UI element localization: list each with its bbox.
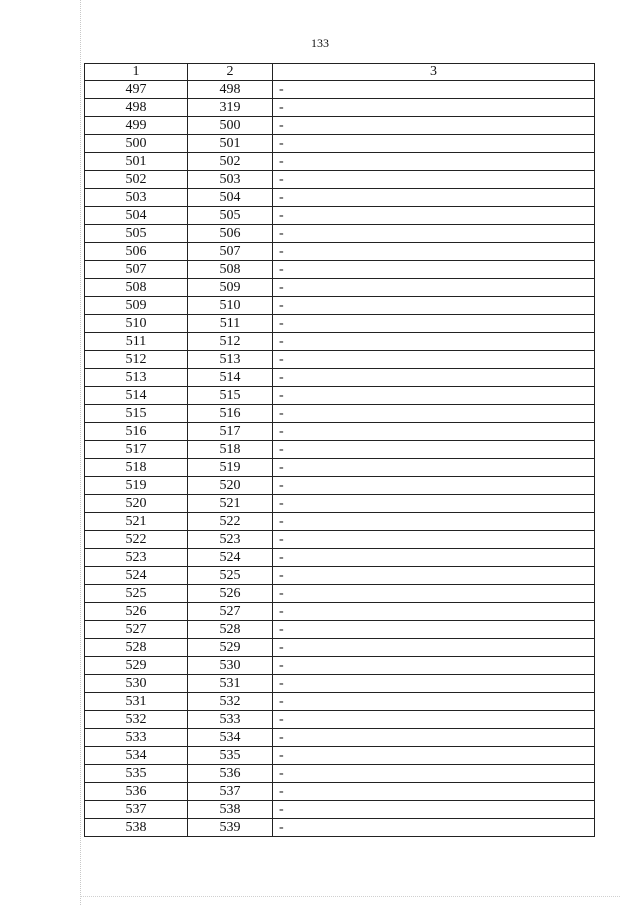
table-row xyxy=(85,297,595,315)
table-row xyxy=(85,135,595,153)
table-header xyxy=(85,64,595,81)
table-row xyxy=(85,675,595,693)
cell-col-3: - xyxy=(273,261,595,279)
cell-col-3: - xyxy=(273,477,595,495)
cell-col-3: - xyxy=(273,459,595,477)
cell-col-1: 537 xyxy=(85,801,188,819)
cell-col-1: 516 xyxy=(85,423,188,441)
cell-col-2: 498 xyxy=(188,81,273,99)
cell-col-2: 509 xyxy=(188,279,273,297)
cell-col-1: 522 xyxy=(85,531,188,549)
cell-col-2: 512 xyxy=(188,333,273,351)
cell-col-3: - xyxy=(273,729,595,747)
cell-col-2: 501 xyxy=(188,135,273,153)
table-row xyxy=(85,729,595,747)
cell-col-3: - xyxy=(273,549,595,567)
scan-margin-line xyxy=(80,0,81,905)
cell-col-3: - xyxy=(273,441,595,459)
table-row xyxy=(85,603,595,621)
cell-col-3: - xyxy=(273,513,595,531)
cell-col-1: 503 xyxy=(85,189,188,207)
cell-col-1: 497 xyxy=(85,81,188,99)
table-row xyxy=(85,315,595,333)
cell-col-3: - xyxy=(273,117,595,135)
cell-col-3: - xyxy=(273,657,595,675)
cell-col-1: 515 xyxy=(85,405,188,423)
table-row xyxy=(85,513,595,531)
cell-col-2: 510 xyxy=(188,297,273,315)
cell-col-1: 510 xyxy=(85,315,188,333)
data-table xyxy=(84,63,595,837)
cell-col-1: 500 xyxy=(85,135,188,153)
cell-col-3: - xyxy=(273,315,595,333)
cell-col-2: 535 xyxy=(188,747,273,765)
cell-col-1: 528 xyxy=(85,639,188,657)
table-row xyxy=(85,567,595,585)
cell-col-1: 538 xyxy=(85,819,188,837)
cell-col-3: - xyxy=(273,621,595,639)
cell-col-3: - xyxy=(273,585,595,603)
table-row xyxy=(85,225,595,243)
table-row xyxy=(85,189,595,207)
cell-col-2: 504 xyxy=(188,189,273,207)
cell-col-3: - xyxy=(273,405,595,423)
table-row xyxy=(85,801,595,819)
table-row xyxy=(85,531,595,549)
table-row xyxy=(85,549,595,567)
table-row xyxy=(85,693,595,711)
cell-col-1: 501 xyxy=(85,153,188,171)
table-row xyxy=(85,477,595,495)
cell-col-1: 533 xyxy=(85,729,188,747)
table-row xyxy=(85,441,595,459)
cell-col-3: - xyxy=(273,99,595,117)
table-row xyxy=(85,747,595,765)
cell-col-3: - xyxy=(273,207,595,225)
cell-col-1: 523 xyxy=(85,549,188,567)
cell-col-2: 515 xyxy=(188,387,273,405)
cell-col-2: 505 xyxy=(188,207,273,225)
cell-col-2: 518 xyxy=(188,441,273,459)
cell-col-2: 531 xyxy=(188,675,273,693)
cell-col-2: 514 xyxy=(188,369,273,387)
cell-col-3: - xyxy=(273,747,595,765)
cell-col-3: - xyxy=(273,351,595,369)
cell-col-2: 530 xyxy=(188,657,273,675)
table-row xyxy=(85,405,595,423)
cell-col-2: 516 xyxy=(188,405,273,423)
cell-col-3: - xyxy=(273,135,595,153)
column-header-2: 2 xyxy=(188,64,273,81)
cell-col-1: 512 xyxy=(85,351,188,369)
column-header-1: 1 xyxy=(85,64,188,81)
table-row xyxy=(85,117,595,135)
cell-col-1: 511 xyxy=(85,333,188,351)
cell-col-3: - xyxy=(273,225,595,243)
column-header-3: 3 xyxy=(273,64,595,81)
cell-col-3: - xyxy=(273,819,595,837)
scan-bottom-noise xyxy=(80,896,620,897)
cell-col-2: 520 xyxy=(188,477,273,495)
table-row xyxy=(85,765,595,783)
cell-col-1: 517 xyxy=(85,441,188,459)
cell-col-1: 498 xyxy=(85,99,188,117)
cell-col-1: 524 xyxy=(85,567,188,585)
table-row xyxy=(85,351,595,369)
cell-col-3: - xyxy=(273,153,595,171)
cell-col-3: - xyxy=(273,81,595,99)
cell-col-1: 508 xyxy=(85,279,188,297)
cell-col-1: 530 xyxy=(85,675,188,693)
cell-col-1: 505 xyxy=(85,225,188,243)
cell-col-1: 514 xyxy=(85,387,188,405)
table-row xyxy=(85,423,595,441)
cell-col-3: - xyxy=(273,333,595,351)
cell-col-3: - xyxy=(273,567,595,585)
cell-col-1: 527 xyxy=(85,621,188,639)
cell-col-1: 535 xyxy=(85,765,188,783)
cell-col-1: 531 xyxy=(85,693,188,711)
cell-col-2: 533 xyxy=(188,711,273,729)
cell-col-2: 539 xyxy=(188,819,273,837)
cell-col-1: 509 xyxy=(85,297,188,315)
table-row xyxy=(85,387,595,405)
table-row xyxy=(85,99,595,117)
cell-col-2: 529 xyxy=(188,639,273,657)
cell-col-3: - xyxy=(273,765,595,783)
cell-col-1: 513 xyxy=(85,369,188,387)
table-header-row xyxy=(85,64,595,81)
table-body xyxy=(85,81,595,837)
cell-col-3: - xyxy=(273,603,595,621)
cell-col-3: - xyxy=(273,693,595,711)
cell-col-2: 523 xyxy=(188,531,273,549)
cell-col-3: - xyxy=(273,801,595,819)
cell-col-2: 506 xyxy=(188,225,273,243)
cell-col-1: 532 xyxy=(85,711,188,729)
table-row xyxy=(85,243,595,261)
cell-col-2: 524 xyxy=(188,549,273,567)
cell-col-2: 521 xyxy=(188,495,273,513)
cell-col-3: - xyxy=(273,189,595,207)
table-row xyxy=(85,153,595,171)
cell-col-2: 538 xyxy=(188,801,273,819)
table-row xyxy=(85,81,595,99)
cell-col-2: 534 xyxy=(188,729,273,747)
cell-col-3: - xyxy=(273,531,595,549)
cell-col-1: 520 xyxy=(85,495,188,513)
table-row xyxy=(85,369,595,387)
cell-col-1: 525 xyxy=(85,585,188,603)
table-row xyxy=(85,783,595,801)
cell-col-2: 526 xyxy=(188,585,273,603)
cell-col-1: 529 xyxy=(85,657,188,675)
table-row xyxy=(85,279,595,297)
cell-col-2: 511 xyxy=(188,315,273,333)
cell-col-3: - xyxy=(273,243,595,261)
cell-col-2: 528 xyxy=(188,621,273,639)
cell-col-2: 517 xyxy=(188,423,273,441)
table-row xyxy=(85,459,595,477)
cell-col-1: 536 xyxy=(85,783,188,801)
cell-col-3: - xyxy=(273,297,595,315)
cell-col-1: 534 xyxy=(85,747,188,765)
cell-col-2: 513 xyxy=(188,351,273,369)
cell-col-3: - xyxy=(273,279,595,297)
cell-col-1: 518 xyxy=(85,459,188,477)
cell-col-2: 507 xyxy=(188,243,273,261)
cell-col-1: 502 xyxy=(85,171,188,189)
cell-col-3: - xyxy=(273,423,595,441)
table-row xyxy=(85,495,595,513)
cell-col-3: - xyxy=(273,711,595,729)
cell-col-1: 506 xyxy=(85,243,188,261)
cell-col-2: 319 xyxy=(188,99,273,117)
table-row xyxy=(85,639,595,657)
cell-col-3: - xyxy=(273,369,595,387)
cell-col-1: 499 xyxy=(85,117,188,135)
table-row xyxy=(85,621,595,639)
cell-col-2: 502 xyxy=(188,153,273,171)
cell-col-2: 522 xyxy=(188,513,273,531)
table-row xyxy=(85,333,595,351)
cell-col-1: 526 xyxy=(85,603,188,621)
cell-col-3: - xyxy=(273,675,595,693)
table-row xyxy=(85,819,595,837)
table-row xyxy=(85,711,595,729)
page-number: 133 xyxy=(311,36,329,50)
table-row xyxy=(85,657,595,675)
cell-col-1: 519 xyxy=(85,477,188,495)
table-row xyxy=(85,171,595,189)
cell-col-3: - xyxy=(273,639,595,657)
cell-col-1: 507 xyxy=(85,261,188,279)
cell-col-2: 536 xyxy=(188,765,273,783)
cell-col-2: 537 xyxy=(188,783,273,801)
cell-col-3: - xyxy=(273,171,595,189)
table-row xyxy=(85,585,595,603)
cell-col-3: - xyxy=(273,783,595,801)
cell-col-2: 519 xyxy=(188,459,273,477)
cell-col-3: - xyxy=(273,387,595,405)
cell-col-2: 527 xyxy=(188,603,273,621)
cell-col-1: 521 xyxy=(85,513,188,531)
table-row xyxy=(85,261,595,279)
cell-col-2: 525 xyxy=(188,567,273,585)
cell-col-2: 532 xyxy=(188,693,273,711)
table-row xyxy=(85,207,595,225)
cell-col-2: 508 xyxy=(188,261,273,279)
cell-col-3: - xyxy=(273,495,595,513)
cell-col-2: 500 xyxy=(188,117,273,135)
cell-col-2: 503 xyxy=(188,171,273,189)
cell-col-1: 504 xyxy=(85,207,188,225)
